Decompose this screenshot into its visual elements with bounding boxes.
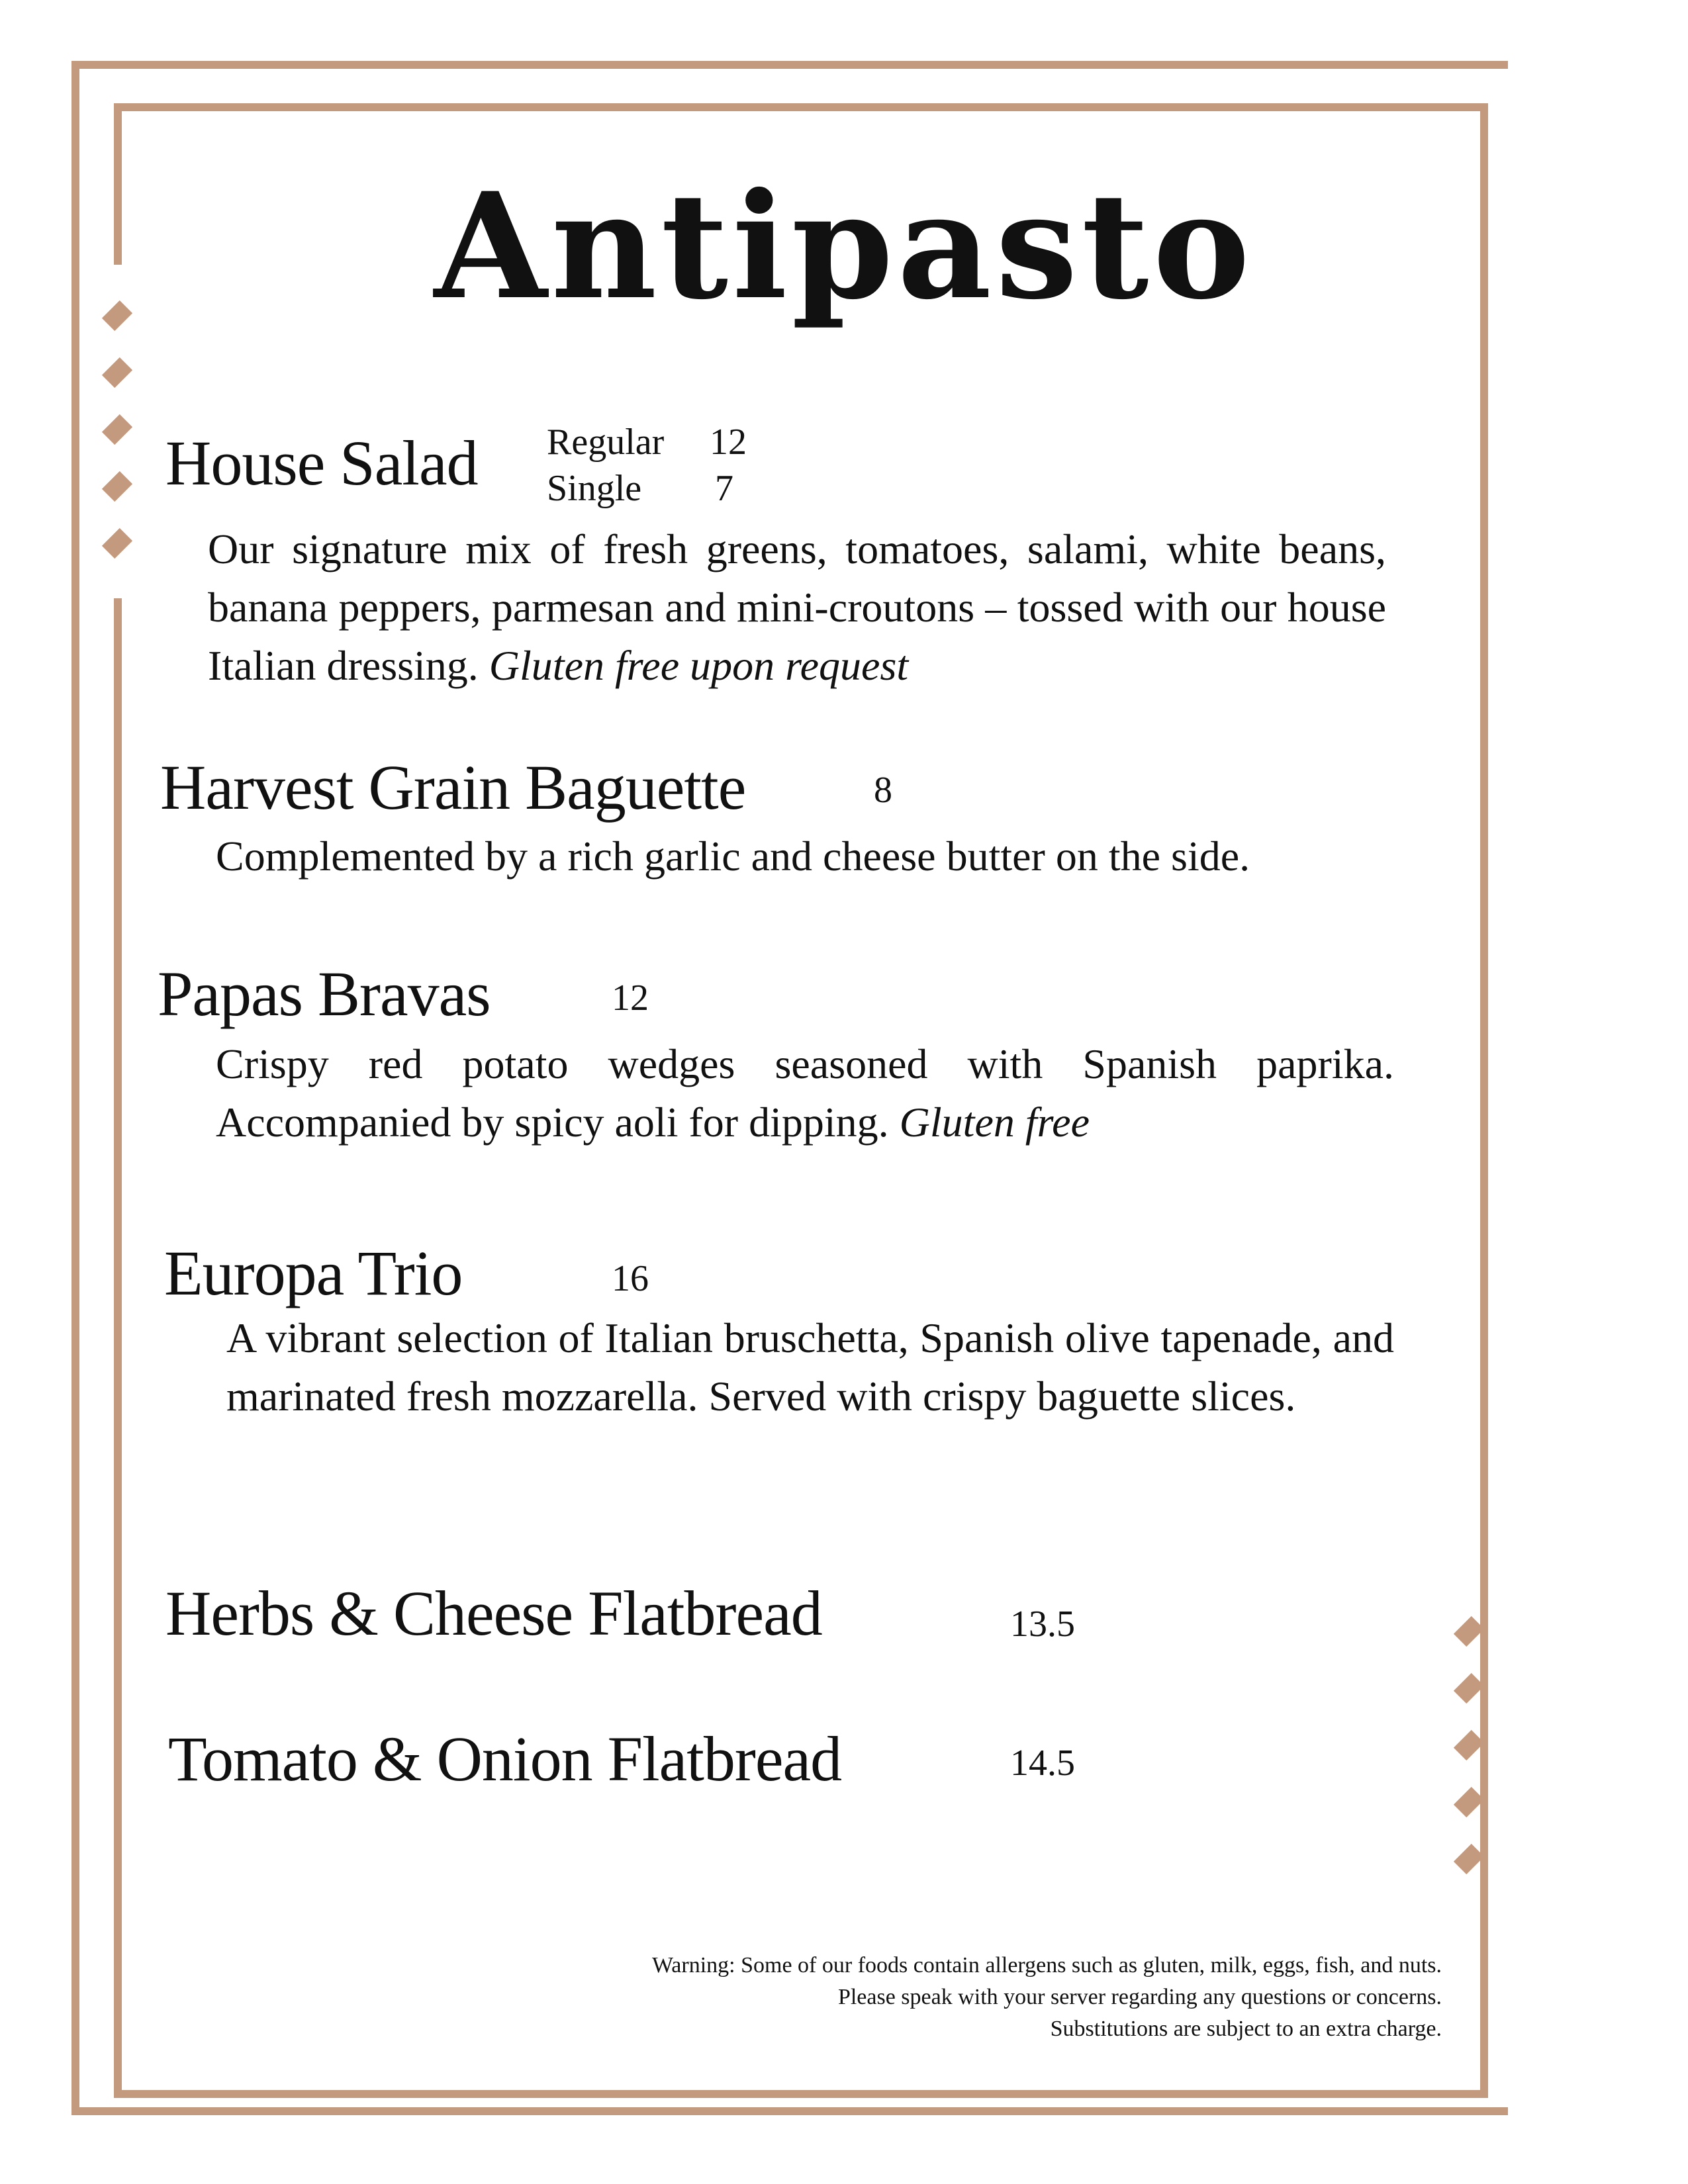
warning-line: Please speak with your server regarding any questions or concerns. <box>837 1985 1442 2009</box>
menu-item-description <box>216 827 1394 886</box>
item-price: 12 <box>612 978 649 1019</box>
menu-item-name: House Salad <box>165 428 478 498</box>
menu-item-name: Europa Trio <box>164 1238 463 1308</box>
menu-item-description <box>208 520 1386 695</box>
item-price: 13.5 <box>1010 1604 1075 1645</box>
size-price: 12 <box>710 422 747 463</box>
menu-item-name: Tomato & Onion Flatbread <box>168 1723 842 1794</box>
dietary-note: Gluten free <box>899 1099 1090 1146</box>
menu-item-name: Harvest Grain Baguette <box>160 752 746 823</box>
menu-item-description <box>226 1309 1394 1426</box>
description-text: Complemented by a rich garlic and cheese butter on the side. <box>216 833 1250 880</box>
description-text: Our signature mix of fresh greens, tomatoes, salami, white beans, banana peppers, parmesan and mini-croutons – tossed with our house Italian dressing. <box>208 525 1386 689</box>
dietary-note: Gluten free upon request <box>489 642 909 689</box>
warning-line: Substitutions are subject to an extra charge. <box>1050 2017 1442 2041</box>
menu-item-description <box>216 1035 1394 1152</box>
size-price: 7 <box>715 468 733 509</box>
menu-item-name: Papas Bravas <box>158 958 491 1029</box>
item-price: 14.5 <box>1010 1743 1075 1784</box>
page-title: Antipasto <box>434 160 1254 332</box>
warning-line: Warning: Some of our foods contain allergens such as gluten, milk, eggs, fish, and nuts. <box>651 1953 1442 1978</box>
description-text: A vibrant selection of Italian bruschetta, Spanish olive tapenade, and marinated fresh mozzarella. Served with crispy baguette slices. <box>226 1314 1394 1420</box>
item-price: 16 <box>612 1258 649 1299</box>
item-price: 8 <box>874 770 892 811</box>
size-label: Regular <box>547 422 665 463</box>
allergen-warning <box>652 1950 1442 2045</box>
menu-item-name: Herbs & Cheese Flatbread <box>165 1578 822 1649</box>
size-label: Single <box>547 468 642 509</box>
description-text: Crispy red potato wedges seasoned with Spanish paprika. Accompanied by spicy aoli for dipping. <box>216 1040 1394 1146</box>
